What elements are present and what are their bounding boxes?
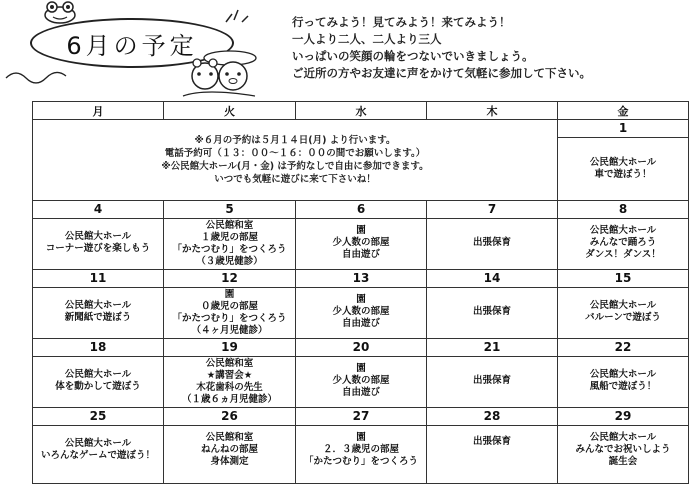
day-cell [558,120,689,201]
event-line: 公民館大ホール [589,300,657,311]
day-number: 15 [558,270,688,288]
day-events [558,138,688,200]
day-number: 18 [33,339,163,357]
day-number: 29 [558,408,688,426]
week-row [33,201,689,270]
event-line: 出張保育 [472,375,511,386]
day-cell [164,339,296,408]
event-line: 公民館大ホール [64,231,132,242]
week-row [33,270,689,339]
day-events [33,219,163,267]
event-line: 公民館大ホール [64,438,132,449]
day-cell [164,270,296,339]
sparkle-icon [222,4,252,26]
day-number: 1 [558,120,688,138]
day-number: 21 [427,339,557,357]
event-line: １歳児の部屋 [200,232,258,243]
notice-line: いつでも気軽に遊びに来て下さいね！ [214,174,376,185]
notice-line: ※６月の予約は５月１４日(月) より行います。 [194,135,396,146]
day-number: 4 [33,201,163,219]
frog-icon [38,0,82,24]
day-number: 19 [164,339,295,357]
event-line: ２．３歳児の部屋 [322,444,399,455]
weekday-mon: 月 [33,102,164,120]
day-cell [33,408,164,484]
day-number: 22 [558,339,688,357]
page-title: 6月の予定 [30,18,234,68]
day-cell [296,408,427,484]
day-events [296,357,426,405]
event-line: ０歳児の部屋 [200,301,258,312]
day-number: 14 [427,270,557,288]
weekday-thu: 木 [427,102,558,120]
event-line: 園 [356,225,366,236]
day-events [427,357,557,405]
welcome-message [292,14,697,82]
event-line: 公民館大ホール [589,225,657,236]
day-cell [427,339,558,408]
day-number: 8 [558,201,688,219]
event-line: 自由遊び [341,318,380,329]
event-line: 自由遊び [341,249,380,260]
day-number: 20 [296,339,426,357]
day-cell [33,270,164,339]
day-cell [558,270,689,339]
day-cell [296,270,427,339]
day-events [296,219,426,267]
day-number: 6 [296,201,426,219]
day-cell [296,339,427,408]
day-events [164,426,295,474]
day-events [427,426,557,483]
event-line: 公民館大ホール [589,369,657,380]
event-line: 「かたつむり」をつくろう [172,244,287,255]
swirl-icon [2,64,72,88]
day-events [427,219,557,267]
day-number: 12 [164,270,295,288]
day-number: 28 [427,408,557,426]
event-line: 公民館和室 [205,220,254,231]
day-events [558,219,688,267]
event-line: （１歳６ヵ月児健診） [181,394,277,405]
event-line: 「かたつむり」をつくろう [172,313,287,324]
day-number: 7 [427,201,557,219]
event-line: 公民館和室 [205,358,254,369]
day-events [558,288,688,336]
event-line: 公民館大ホール [589,157,657,168]
message-line: 行ってみよう！見てみよう！来てみよう！ [292,15,511,29]
day-number: 25 [33,408,163,426]
day-number: 5 [164,201,295,219]
day-cell [558,408,689,484]
weekday-fri: 金 [558,102,689,120]
event-line: 公民館和室 [205,432,254,443]
event-line: 園 [356,363,366,374]
event-line: 少人数の部屋 [332,306,390,317]
message-line: ご近所の方やお友達に声をかけて気軽に参加して下さい。 [292,66,591,80]
day-cell [33,339,164,408]
animal-characters-icon [175,46,265,98]
message-line: いっぱいの笑顔の輪をつないでいきましょう。 [292,49,534,63]
event-line: （３歳児健診） [196,256,263,267]
event-line: 園 [356,432,366,443]
day-events [164,357,295,407]
day-events [296,426,426,474]
day-number: 11 [33,270,163,288]
event-line: いろんなゲームで遊ぼう！ [40,450,155,461]
event-line: コーナー遊びを楽しもう [45,243,151,254]
day-events [164,288,295,338]
day-number: 27 [296,408,426,426]
day-number: 13 [296,270,426,288]
day-cell [296,201,427,270]
day-cell [427,408,558,484]
event-line: みんなで踊ろう [589,237,657,248]
header [0,0,700,110]
day-events [164,219,295,269]
event-line: 園 [356,294,366,305]
day-cell [33,201,164,270]
day-events [33,426,163,474]
day-cell [558,201,689,270]
event-line: 公民館大ホール [64,300,132,311]
day-events [296,288,426,336]
event-line: 新聞紙で遊ぼう [64,312,132,323]
event-line: 体を動かして遊ぼう [55,381,141,392]
event-line: ダンス！ダンス！ [585,249,661,260]
event-line: 風船で遊ぼう！ [589,381,657,392]
event-line: みんなでお祝いしよう [575,444,671,455]
event-line: 身体測定 [210,456,249,467]
day-events [33,357,163,405]
weekday-tue: 火 [164,102,296,120]
message-line: 一人より二人、二人より三人 [292,32,442,46]
event-line: 出張保育 [472,306,511,317]
event-line: 車で遊ぼう！ [594,169,652,180]
event-line: （４ヶ月児健診） [191,325,268,336]
notice-line: ※公民館大ホール(月・金) は予約なしで自由に参加できます。 [161,161,429,172]
schedule-calendar [32,101,689,484]
week-row [33,339,689,408]
event-line: 誕生会 [608,456,638,467]
week-row [33,120,689,201]
day-cell [427,270,558,339]
event-line: ねんねの部屋 [200,444,258,455]
day-events [558,357,688,405]
notice-line: 電話予約可（１３：００〜１６：００の間でお願いします。） [164,148,426,159]
event-line: 少人数の部屋 [332,237,390,248]
day-number: 26 [164,408,295,426]
day-cell [164,408,296,484]
event-line: バルーンで遊ぼう [585,312,661,323]
day-cell [558,339,689,408]
event-line: 自由遊び [341,387,380,398]
day-cell [427,201,558,270]
event-line: 出張保育 [472,436,511,447]
event-line: 「かたつむり」をつくろう [303,456,418,467]
day-cell [164,201,296,270]
event-line: 少人数の部屋 [332,375,390,386]
event-line: 木花歯科の先生 [196,382,263,393]
event-line: 公民館大ホール [64,369,132,380]
day-events [33,288,163,336]
event-line: 出張保育 [472,237,511,248]
day-events [558,426,688,474]
event-line: ★講習会★ [206,370,253,381]
reservation-notice [33,120,558,201]
day-events [427,288,557,336]
weekday-header-row [33,102,689,120]
week-row [33,408,689,484]
weekday-wed: 水 [296,102,427,120]
event-line: 園 [224,289,235,300]
event-line: 公民館大ホール [589,432,657,443]
